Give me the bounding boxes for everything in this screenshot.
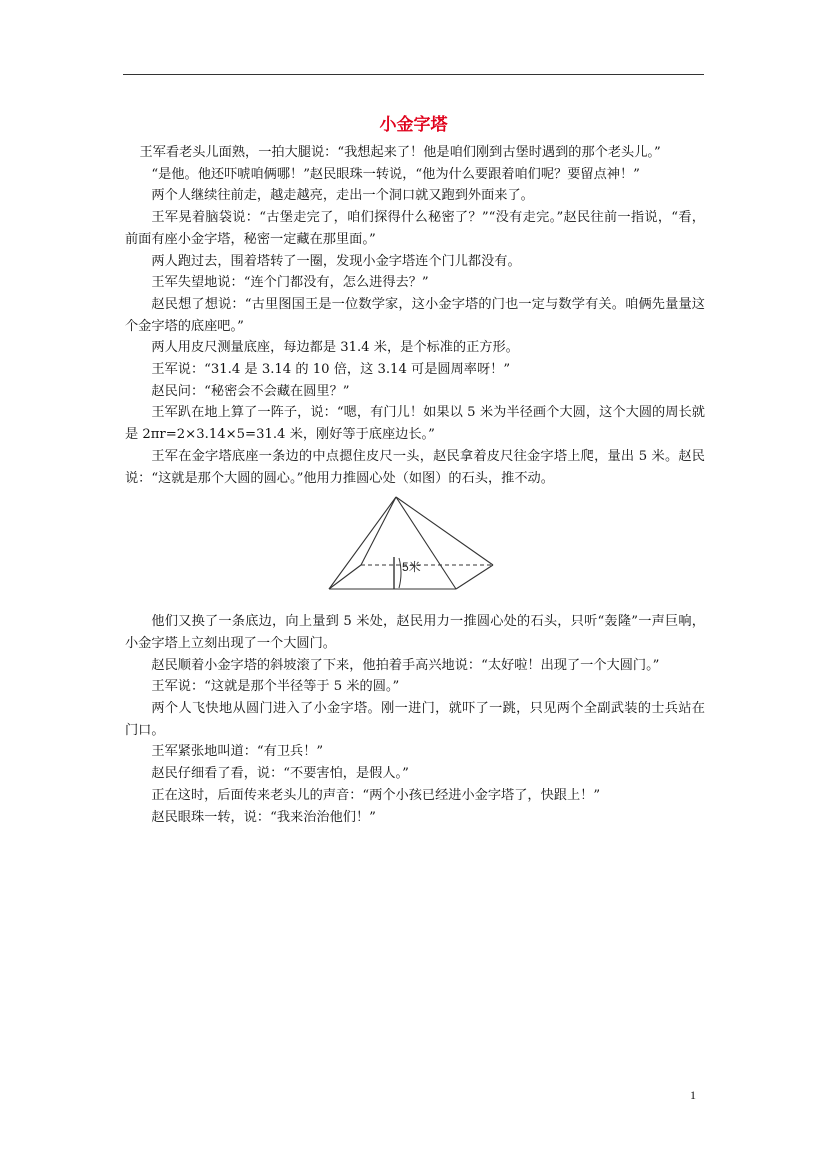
page-number: 1 <box>690 1088 696 1102</box>
document-title: 小金字塔 <box>379 115 448 135</box>
paragraph: 他们又换了一条底边，向上量到 5 米处，赵民用力一推圆心处的石头，只听“轰隆”一声巨响，小金字塔上立刻出现了一个大圆门。 <box>125 614 705 651</box>
paragraph: 王军说：“这就是那个半径等于 5 米的圆。” <box>151 679 400 695</box>
paragraph: 王军失望地说：“连个门都没有，怎么进得去？” <box>151 275 429 291</box>
base-right-edge <box>456 565 493 589</box>
paragraph: 王军趴在地上算了一阵子，说：“嗯，有门儿！如果以 5 米为半径画个大圆，这个大圆的周长就是 2πr=2×3.14×5=31.4 米，刚好等于底座边长。” <box>125 405 705 443</box>
paragraph: 王军说：“31.4 是 3.14 的 10 倍，这 3.14 可是圆周率呀！” <box>151 362 511 378</box>
pyramid-diagram <box>325 495 497 599</box>
paragraph: 两人跑过去，围着塔转了一圈，发现小金字塔连个门儿都没有。 <box>151 253 521 269</box>
story-body <box>125 142 705 828</box>
base-left-edge <box>329 565 361 589</box>
paragraph: 两个人继续往前走，越走越亮，走出一个洞口就又跑到外面来了。 <box>151 188 534 204</box>
pyramid-edge-left <box>329 497 396 589</box>
figure-label: 5米 <box>402 560 421 575</box>
paragraph: “是他。他还吓唬咱俩哪！”赵民眼珠一转说，“他为什么要跟着咱们呢？要留点神！” <box>151 166 640 182</box>
paragraph: 赵民顺着小金字塔的斜坡滚了下来，他拍着手高兴地说：“太好啦！出现了一个大圆门。” <box>151 657 660 673</box>
paragraph: 赵民想了想说：“古里图国王是一位数学家，这小金字塔的门也一定与数学有关。咱俩先量量这个金字塔的底座吧。” <box>125 296 705 334</box>
paragraph: 赵民仔细看了看，说：“不要害怕，是假人。” <box>151 766 409 782</box>
paragraph: 赵民眼珠一转，说：“我来治治他们！” <box>151 809 376 825</box>
pyramid-edge-back-left <box>361 497 396 565</box>
pyramid-edge-front <box>396 497 456 589</box>
pyramid-figure <box>125 495 705 607</box>
pyramid-edge-right <box>396 497 493 565</box>
paragraph: 两个人飞快地从圆门进入了小金字塔。刚一进门，就吓了一跳，只见两个全副武装的士兵站在门口。 <box>125 701 705 738</box>
paragraph: 王军晃着脑袋说：“古堡走完了，咱们探得什么秘密了？”“没有走完。”赵民往前一指说，“看，前面有座小金字塔，秘密一定藏在那里面。” <box>125 210 705 247</box>
height-brace <box>399 558 401 588</box>
header-rule <box>123 74 704 75</box>
paragraph: 赵民问：“秘密会不会藏在圆里？” <box>151 383 350 399</box>
paragraph: 王军看老头儿面熟，一拍大腿说：“我想起来了！他是咱们刚到古堡时遇到的那个老头儿。” <box>139 145 661 160</box>
paragraph: 两人用皮尺测量底座，每边都是 31.4 米，是个标准的正方形。 <box>151 340 519 356</box>
paragraph: 王军在金字塔底座一条边的中点摁住皮尺一头，赵民拿着皮尺往金字塔上爬，量出 5 米。赵民说：“这就是那个大圆的圆心。”他用力推圆心处（如图）的石头，推不动。 <box>125 448 705 486</box>
paragraph: 正在这时，后面传来老头儿的声音：“两个小孩已经进小金字塔了，快跟上！” <box>151 787 601 803</box>
paragraph: 王军紧张地叫道：“有卫兵！” <box>151 744 324 760</box>
